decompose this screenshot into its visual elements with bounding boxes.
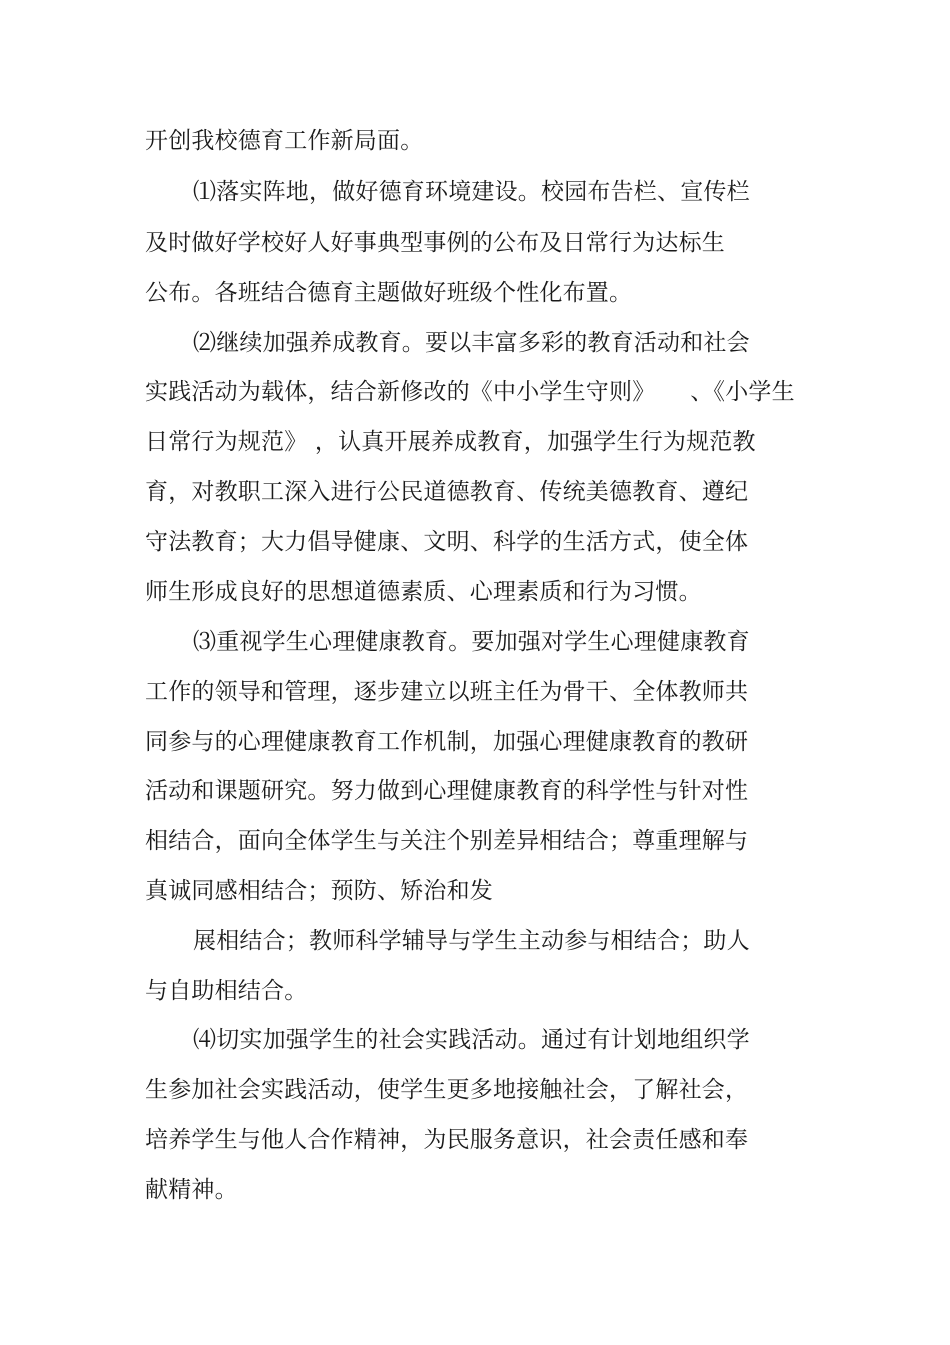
text-line: 献精神。 <box>145 1177 238 1203</box>
paragraph-1-start: ⑴落实阵地，做好德育环境建设。校园布告栏、宣传栏 <box>193 179 750 205</box>
text-line: 展相结合；教师科学辅导与学生主动参与相结合；助人 <box>193 928 750 954</box>
text-line: 培养学生与他人合作精神，为民服务意识，社会责任感和奉 <box>145 1127 749 1153</box>
text-line: 公布。各班结合德育主题做好班级个性化布置。 <box>145 280 633 306</box>
paragraph-2-start: ⑵继续加强养成教育。要以丰富多彩的教育活动和社会 <box>193 330 750 356</box>
text-line: 育，对教职工深入进行公民道德教育、传统美德教育、遵纪 <box>145 479 749 505</box>
text-line: 师生形成良好的思想道德素质、心理素质和行为习惯。 <box>145 579 702 605</box>
text-line: 活动和课题研究。努力做到心理健康教育的科学性与针对性 <box>145 778 749 804</box>
text-line: 真诚同感相结合；预防、矫治和发 <box>145 878 493 904</box>
text-line: 生参加社会实践活动，使学生更多地接触社会，了解社会， <box>145 1077 749 1103</box>
text-line: 实践活动为载体，结合新修改的《中小学生守则》 、《小学生 <box>145 379 795 405</box>
text-line: 守法教育；大力倡导健康、文明、科学的生活方式，使全体 <box>145 529 749 555</box>
text-line: 与自助相结合。 <box>145 978 308 1004</box>
text-line: 开创我校德育工作新局面。 <box>145 128 424 154</box>
text-line: 及时做好学校好人好事典型事例的公布及日常行为达标生 <box>145 230 725 256</box>
paragraph-3-start: ⑶重视学生心理健康教育。要加强对学生心理健康教育 <box>193 629 750 655</box>
paragraph-4-start: ⑷切实加强学生的社会实践活动。通过有计划地组织学 <box>193 1027 750 1053</box>
text-line: 工作的领导和管理，逐步建立以班主任为骨干、全体教师共 <box>145 679 749 705</box>
text-line: 相结合，面向全体学生与关注个别差异相结合；尊重理解与 <box>145 828 749 854</box>
text-line: 日常行为规范》 ，认真开展养成教育，加强学生行为规范教 <box>145 429 756 455</box>
text-line: 同参与的心理健康教育工作机制，加强心理健康教育的教研 <box>145 729 749 755</box>
